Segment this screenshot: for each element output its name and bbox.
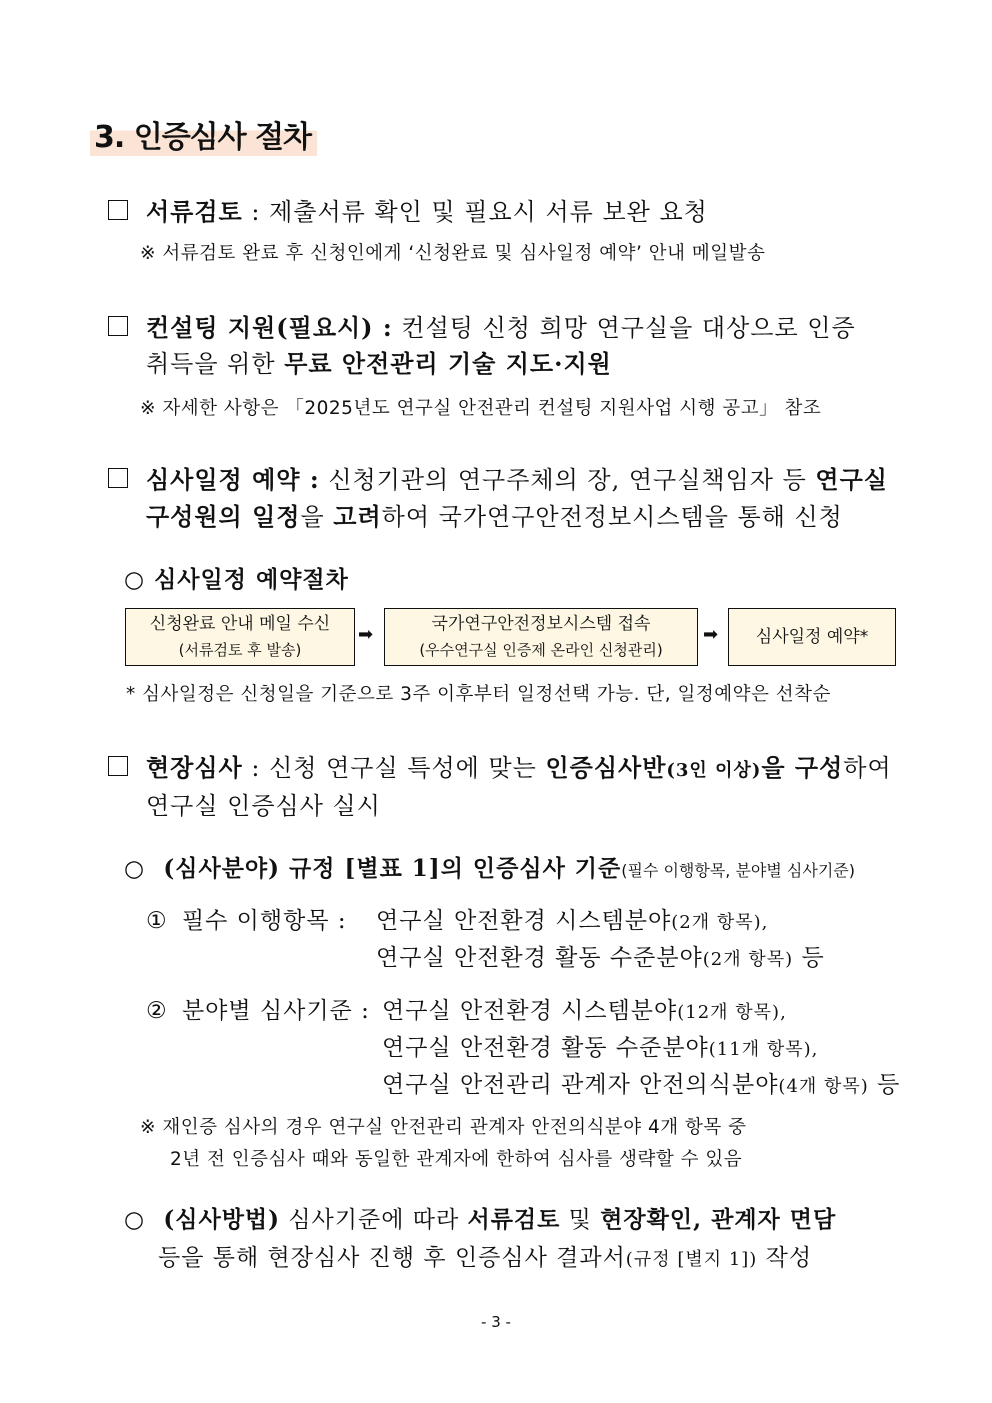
section-title: 3. 인증심사 절차 <box>90 110 317 156</box>
arrow-right-icon: ➡ <box>703 624 719 645</box>
method-l2b: (규정 [별지 1]) <box>625 1249 758 1270</box>
onsite-field-line <box>124 850 855 883</box>
scheduling-line1 <box>146 460 888 495</box>
method-t4: 현장확인, 관계자 면담 <box>600 1206 837 1233</box>
item2-l3: 연구실 안전관리 관계자 안전의식분야 <box>382 1072 779 1098</box>
method-l2c: 작성 <box>757 1245 813 1271</box>
scheduling-text1a: 신청기관의 연구주체의 장, 연구실책임자 등 <box>319 466 816 494</box>
scheduling-sub-title: ○ 심사일정 예약절차 <box>124 566 349 593</box>
method-t3: 및 <box>560 1207 601 1233</box>
item2-line1 <box>146 992 370 1025</box>
consulting-text2b: 무료 안전관리 기술 지도·지원 <box>284 349 612 378</box>
scheduling-text2d: 하여 국가연구안전정보시스템을 통해 신청 <box>381 503 843 531</box>
consulting-text2a: 취득을 위한 <box>146 350 285 378</box>
checkbox-icon <box>108 756 128 776</box>
onsite-line1 <box>146 748 892 783</box>
flow-step-1 <box>125 608 355 666</box>
item1-value1 <box>376 902 768 935</box>
arrow-right-icon: ➡ <box>358 624 374 645</box>
onsite-note1: ※ 재인증 심사의 경우 연구실 안전관리 관계자 안전의식분야 4개 항목 중 <box>140 1117 747 1138</box>
onsite-text1c: (3인 이상) <box>666 760 762 781</box>
item2-value2 <box>382 1029 818 1062</box>
flow-step-2-line1: 국가연구안전정보시스템 접속 <box>431 614 651 634</box>
onsite-field-small: (필수 이행항목, 분야별 심사기준) <box>621 861 855 880</box>
item2-l1s: (12개 항목), <box>677 1002 787 1023</box>
page-number: - 3 - <box>481 1313 511 1331</box>
consulting-line2 <box>146 344 612 379</box>
scheduling-text1b: 연구실 <box>815 465 888 494</box>
method-label: (심사방법) <box>163 1206 281 1233</box>
item1-l1: 연구실 안전환경 시스템분야 <box>376 908 672 934</box>
flow-step-2 <box>384 608 698 666</box>
method-line2 <box>158 1239 812 1272</box>
item2-label: 분야별 심사기준 : <box>181 998 370 1024</box>
item2-num: ② <box>146 998 168 1024</box>
flow-step-3 <box>728 608 896 666</box>
onsite-label: 현장심사 <box>146 753 243 782</box>
item2-l2: 연구실 안전환경 활동 수준분야 <box>382 1035 709 1061</box>
onsite-text1a: : 신청 연구실 특성에 맞는 <box>242 754 546 782</box>
scheduling-text2c: 고려 <box>333 502 382 531</box>
item2-value1 <box>382 992 787 1025</box>
onsite-note2: 2년 전 인증심사 때와 동일한 관계자에 한하여 심사를 생략할 수 있음 <box>170 1149 743 1170</box>
item2-l3e: 등 <box>868 1072 901 1098</box>
onsite-line2: 연구실 인증심사 실시 <box>146 792 381 820</box>
onsite-field-text: 규정 [별표 1]의 인증심사 기준 <box>280 855 622 882</box>
scheduling-label: 심사일정 예약 : <box>146 465 320 494</box>
method-t2: 서류검토 <box>467 1206 561 1233</box>
scheduling-footnote: * 심사일정은 신청일을 기준으로 3주 이후부터 일정선택 가능. 단, 일정예약은 선착순 <box>126 684 831 705</box>
consulting-note: ※ 자세한 사항은 「2025년도 연구실 안전관리 컨설팅 지원사업 시행 공고」 참조 <box>140 398 822 419</box>
item1-line1 <box>146 902 347 935</box>
flow-step-3-line1: 심사일정 예약* <box>755 627 869 647</box>
scheduling-text2b: 을 <box>300 503 334 531</box>
bullet-icon: ○ <box>124 856 146 882</box>
onsite-text1b: 인증심사반 <box>545 753 667 782</box>
item2-l1: 연구실 안전환경 시스템분야 <box>382 998 678 1024</box>
onsite-text1e: 구성 <box>794 753 844 782</box>
item1-value2 <box>376 939 825 972</box>
scheduling-line2 <box>146 497 843 532</box>
item2-l2s: (11개 항목), <box>708 1039 819 1060</box>
method-l2a: 등을 통해 현장심사 진행 후 인증심사 결과서 <box>158 1245 626 1271</box>
consulting-line1 <box>146 308 856 343</box>
method-line1 <box>124 1201 836 1234</box>
item1-l1s: (2개 항목), <box>671 912 769 933</box>
item1-l2e: 등 <box>793 945 825 971</box>
item1-num: ① <box>146 908 168 934</box>
checkbox-icon <box>108 468 128 488</box>
doc-review-line <box>146 192 708 227</box>
item2-l3s: (4개 항목) <box>778 1076 869 1097</box>
bullet-icon: ○ <box>124 1207 146 1233</box>
consulting-text1: 컨설팅 신청 희망 연구실을 대상으로 인증 <box>392 314 856 342</box>
scheduling-text2a: 구성원의 일정 <box>146 502 301 531</box>
flow-step-1-line1: 신청완료 안내 메일 수신 <box>149 614 331 634</box>
doc-review-label: 서류검토 <box>146 197 243 226</box>
onsite-text1f: 하여 <box>843 754 892 782</box>
onsite-text1d: 을 <box>761 753 795 782</box>
checkbox-icon <box>108 200 128 220</box>
item1-label: 필수 이행항목 : <box>181 908 347 934</box>
onsite-field-label: (심사분야) <box>163 855 281 882</box>
item1-l2s: (2개 항목) <box>702 949 794 970</box>
item2-value3 <box>382 1066 900 1099</box>
flow-step-1-line2: (서류검토 후 발송) <box>178 641 302 659</box>
consulting-label: 컨설팅 지원(필요시) : <box>146 313 393 342</box>
doc-review-text: : 제출서류 확인 및 필요시 서류 보완 요청 <box>242 198 708 226</box>
method-t1: 심사기준에 따라 <box>280 1207 468 1233</box>
checkbox-icon <box>108 316 128 336</box>
flow-step-2-line2: (우수연구실 인증제 온라인 신청관리) <box>419 641 663 659</box>
doc-review-note: ※ 서류검토 완료 후 신청인에게 ‘신청완료 및 심사일정 예약’ 안내 메일발송 <box>140 243 766 264</box>
item1-l2: 연구실 안전환경 활동 수준분야 <box>376 945 703 971</box>
